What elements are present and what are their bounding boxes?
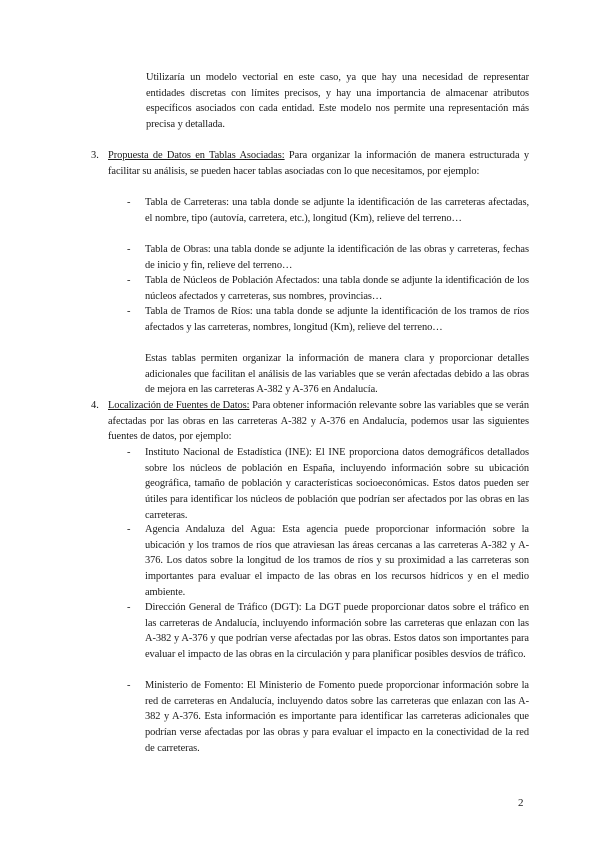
section-4-bullet-ine: Instituto Nacional de Estadística (INE): El INE proporciona datos demográficos detallados sobre los núcleos de población en España, incluyendo información sobre su ubicación geográfica, tamaño de población y características socioeconómicas. Estos datos pueden ser útiles para identificar los núcleos de población que podrían ser afectados por las obras en las carreteras.: [145, 447, 529, 521]
section-3-bullet-carreteras: Tabla de Carreteras: una tabla donde se adjunte la identificación de las carreteras afectadas, el nombre, tipo (autovía, carretera, etc.), longitud (Km), relieve del terreno…: [145, 197, 529, 224]
intro-paragraph: Utilizaría un modelo vectorial en este caso, ya que hay una necesidad de representar entidades discretas con límites precisos, y hay una importancia de almacenar atributos específicos asociados con cada entidad. Este modelo nos permite una representación más precisa y detallada.: [146, 72, 529, 131]
bullet-marker: -: [127, 602, 131, 613]
bullet-marker: -: [127, 197, 131, 208]
bullet-marker: -: [127, 680, 131, 691]
section-3-number: 3.: [91, 150, 99, 161]
section-4-heading: Localización de Fuentes de Datos:: [108, 400, 250, 411]
page-number: 2: [518, 797, 524, 809]
bullet-marker: -: [127, 275, 131, 286]
section-4-bullet-fomento: Ministerio de Fomento: El Ministerio de Fomento puede proporcionar información sobre la red de carreteras en Andalucía, incluyendo datos sobre las carreteras que enlazan con las A-382 y A-376. Esta información es importante para identificar las carreteras adicionales que podrían verse afectadas por las obras y para evaluar el impacto en la conectividad de la red de carreteras.: [145, 680, 529, 754]
section-4-intro: Para obtener información relevante sobre las variables que se verán afectadas por las obras en las carreteras A-382 y A-376 en Andalucía, podemos usar las siguientes fuentes de datos, por ejemplo:: [108, 400, 529, 443]
section-3-closing: Estas tablas permiten organizar la información de manera clara y proporcionar detalles adicionales que facilitan el análisis de las variables que se verán afectadas debido a las obras de mejora en las carreteras A-382 y A-376 en Andalucía.: [145, 353, 529, 396]
section-4-number: 4.: [91, 400, 99, 411]
section-3-heading: Propuesta de Datos en Tablas Asociadas:: [108, 150, 285, 161]
section-3-bullet-rios: Tabla de Tramos de Ríos: una tabla donde se adjunte la identificación de los tramos de ríos afectados y las carreteras, nombres, longitud (Km), relieve del terreno…: [145, 306, 529, 333]
section-3-bullet-obras: Tabla de Obras: una tabla donde se adjunte la identificación de las obras y carreteras, fechas de inicio y fin, relieve del terreno…: [145, 244, 529, 271]
section-3-paragraph: [108, 148, 529, 179]
bullet-marker: -: [127, 244, 131, 255]
bullet-marker: -: [127, 524, 131, 535]
section-4-bullet-agencia-agua: Agencia Andaluza del Agua: Esta agencia puede proporcionar información sobre la ubicación y los tramos de ríos que atraviesan las áreas cercanas a las carreteras A-382 y A-376. Los datos sobre la longitud de los tramos de ríos y su proximidad a las carreteras son importantes para evaluar el impacto de las obras en los recursos hídricos y en el medio ambiente.: [145, 524, 529, 598]
section-4-paragraph: [108, 398, 529, 445]
bullet-marker: -: [127, 306, 131, 317]
section-3-intro: Para organizar la información de manera estructurada y facilitar su análisis, se pueden hacer tablas asociadas con lo que necesitamos, por ejemplo:: [108, 150, 529, 177]
bullet-marker: -: [127, 447, 131, 458]
section-4-bullet-dgt: Dirección General de Tráfico (DGT): La DGT puede proporcionar datos sobre el tráfico en las carreteras de Andalucía, incluyendo información sobre las carreteras que enlazan con las A-382 y A-376 y que podrían verse afectadas por las obras. Estos datos son importantes para evaluar el impacto de las obras en la circulación y para planificar posibles desvíos de tráfico.: [145, 602, 529, 661]
section-3-bullet-nucleos: Tabla de Núcleos de Población Afectados: una tabla donde se adjunte la identificación de los núcleos afectados y carreteras, sus nombres, provincias…: [145, 275, 529, 302]
